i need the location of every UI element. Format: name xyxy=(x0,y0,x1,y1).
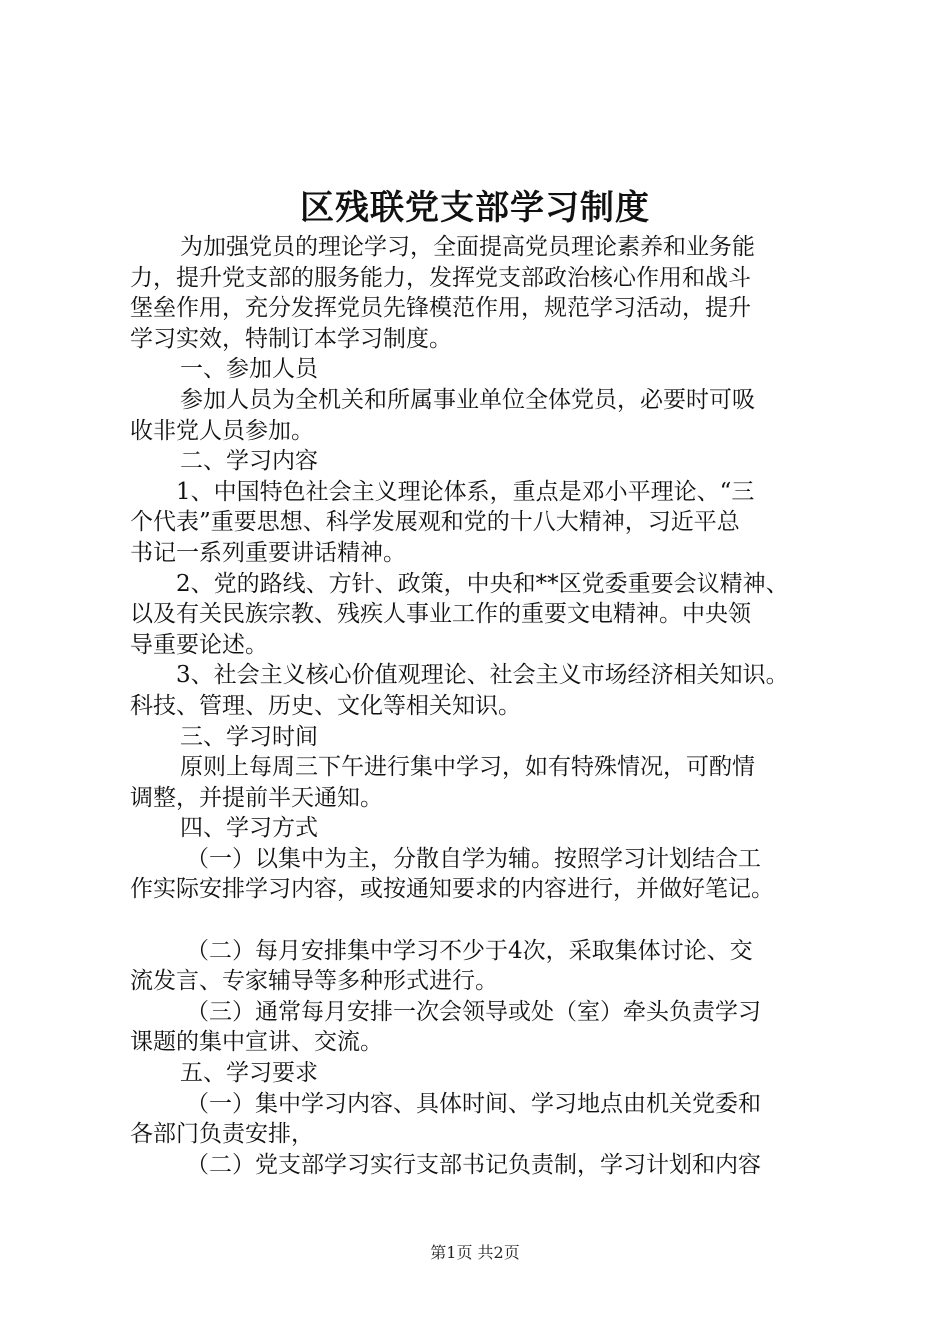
list-item-line: 书记一系列重要讲话精神。 xyxy=(130,539,406,566)
blank-line xyxy=(130,905,850,936)
list-item-line: 以及有关民族宗教、残疾人事业工作的重要文电精神。中央领 xyxy=(130,601,751,628)
section-heading: 二、学习内容 xyxy=(180,448,318,475)
paragraph-line: 调整，并提前半天通知。 xyxy=(130,784,383,811)
list-item-line: 各部门负责安排， xyxy=(130,1121,314,1148)
paragraph-line: 为加强党员的理论学习，全面提高党员理论素养和业务能 xyxy=(180,234,755,260)
paragraph-line: 参加人员为全机关和所属事业单位全体党员，必要时可吸 xyxy=(180,386,755,413)
section-heading: 四、学习方式 xyxy=(180,815,318,842)
document-title: 区残联党支部学习制度 xyxy=(300,188,650,228)
list-item-line: 3、社会主义核心价值观理论、社会主义市场经济相关知识。 xyxy=(176,662,789,689)
list-item-line: 个代表”重要思想、科学发展观和党的十八大精神，习近平总 xyxy=(130,509,740,536)
list-item-line: （三）通常每月安排一次会领导或处（室）牵头负责学习 xyxy=(186,998,761,1025)
list-item-line: 作实际安排学习内容，或按通知要求的内容进行，并做好笔记。 xyxy=(130,876,774,903)
document-body xyxy=(130,232,850,1180)
list-item-line: （二）每月安排集中学习不少于4次，采取集体讨论、交 xyxy=(186,937,753,964)
section-heading: 一、参加人员 xyxy=(180,356,318,383)
list-item-line: 2、党的路线、方针、政策，中央和**区党委重要会议精神、 xyxy=(176,570,789,597)
list-item-line: 流发言、专家辅导等多种形式进行。 xyxy=(130,968,498,995)
list-item-line: （一）集中学习内容、具体时间、学习地点由机关党委和 xyxy=(186,1090,761,1117)
paragraph-line: 堡垒作用，充分发挥党员先锋模范作用，规范学习活动，提升 xyxy=(130,295,751,322)
paragraph-line: 原则上每周三下午进行集中学习，如有特殊情况，可酌情 xyxy=(180,754,755,781)
paragraph-line: 收非党人员参加。 xyxy=(130,417,314,444)
list-item-line: 导重要论述。 xyxy=(130,631,268,658)
list-item-line: （一）以集中为主，分散自学为辅。按照学习计划结合工 xyxy=(186,845,761,872)
list-item-line: 1、中国特色社会主义理论体系，重点是邓小平理论、“三 xyxy=(176,478,755,505)
section-heading: 三、学习时间 xyxy=(180,723,318,750)
paragraph-line: 力，提升党支部的服务能力，发挥党支部政治核心作用和战斗 xyxy=(130,264,751,291)
list-item-line: （二）党支部学习实行支部书记负责制，学习计划和内容 xyxy=(186,1151,761,1178)
list-item-line: 科技、管理、历史、文化等相关知识。 xyxy=(130,692,521,719)
section-heading: 五、学习要求 xyxy=(180,1060,318,1087)
paragraph-line: 学习实效，特制订本学习制度。 xyxy=(130,325,452,352)
page-footer: 第1页 共2页 xyxy=(430,1243,520,1262)
list-item-line: 课题的集中宣讲、交流。 xyxy=(130,1029,383,1056)
